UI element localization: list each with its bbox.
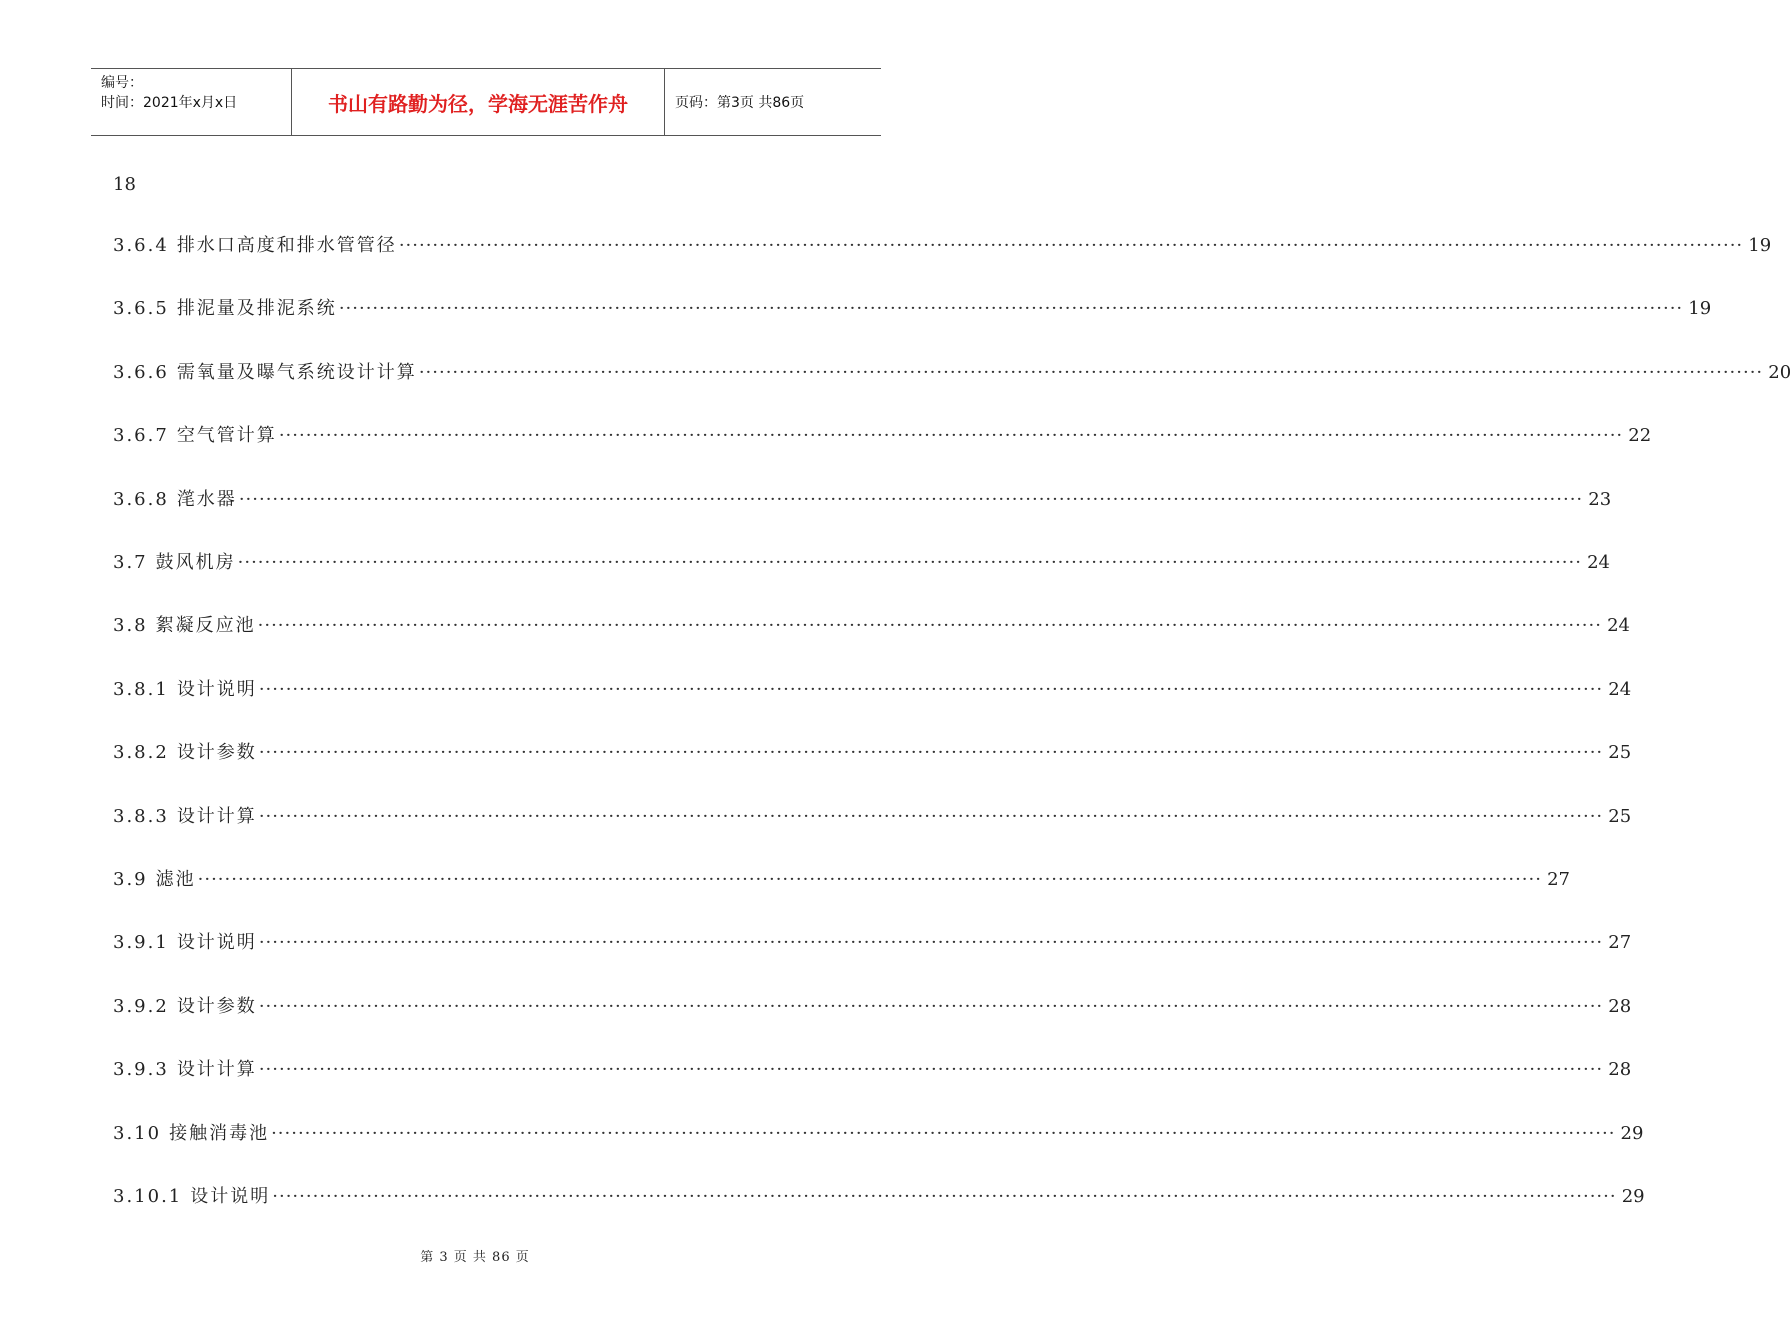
toc-entry[interactable] bbox=[113, 612, 1630, 640]
toc-entry-number: 3.6.7 bbox=[113, 425, 169, 447]
toc-entry[interactable] bbox=[113, 866, 1570, 894]
table-of-contents bbox=[113, 170, 1791, 1207]
toc-leader-dots: ········································································································································································································ bbox=[258, 1059, 1604, 1081]
toc-entry-title: 设计参数 bbox=[176, 742, 257, 764]
toc-entry-title: 设计说明 bbox=[176, 678, 257, 700]
toc-leader-dots: ········································································································································································································ bbox=[271, 1122, 1616, 1144]
toc-entry-number: 3.8 bbox=[113, 615, 148, 637]
toc-entry-title: 设计计算 bbox=[176, 1059, 257, 1081]
toc-entry-title: 设计参数 bbox=[176, 995, 257, 1017]
toc-entry-title: 空气管计算 bbox=[176, 425, 277, 447]
toc-entry[interactable] bbox=[113, 1120, 1644, 1148]
toc-entry-page: 24 bbox=[1587, 552, 1610, 573]
toc-leader-dots: ········································································································································································································ bbox=[258, 805, 1604, 827]
page-header bbox=[91, 68, 881, 136]
toc-continued-page-number: 18 bbox=[113, 174, 136, 195]
header-meta-cell bbox=[91, 69, 292, 135]
toc-entry-title: 设计计算 bbox=[176, 805, 257, 827]
toc-leader-dots: ········································································································································································································ bbox=[237, 552, 1582, 573]
toc-entry-page: 20 bbox=[1768, 361, 1791, 383]
toc-entry-title: 滤池 bbox=[155, 869, 196, 890]
toc-leader-dots: ········································································································································································································ bbox=[258, 995, 1604, 1017]
toc-leader-dots: ········································································································································································································ bbox=[197, 869, 1542, 890]
toc-entry-title: 排水口高度和排水管管径 bbox=[176, 235, 397, 256]
toc-entry-number: 3.10.1 bbox=[113, 1186, 183, 1207]
toc-entry-number: 3.9.3 bbox=[113, 1059, 169, 1081]
toc-entry-page: 23 bbox=[1588, 488, 1612, 510]
toc-entry-number: 3.6.8 bbox=[113, 488, 169, 510]
toc-entry-page: 27 bbox=[1547, 869, 1570, 890]
toc-entry-page: 19 bbox=[1748, 235, 1772, 256]
toc-entry[interactable] bbox=[113, 486, 1612, 514]
toc-leader-dots: ········································································································································································································ bbox=[257, 615, 1602, 637]
toc-entry[interactable] bbox=[113, 232, 1772, 260]
toc-entry[interactable] bbox=[113, 295, 1712, 323]
toc-entry-title: 滗水器 bbox=[176, 488, 237, 510]
toc-entry[interactable] bbox=[113, 1056, 1632, 1084]
header-motto: 书山有路勤为径，学海无涯苦作舟 bbox=[292, 69, 665, 135]
toc-entry-title: 接触消毒池 bbox=[169, 1122, 270, 1144]
toc-entry-page: 29 bbox=[1620, 1122, 1644, 1144]
toc-entry[interactable] bbox=[113, 1183, 1645, 1211]
toc-leader-dots: ········································································································································································································ bbox=[258, 932, 1604, 954]
toc-leader-dots: ········································································································································································································ bbox=[338, 298, 1684, 320]
toc-entry-number: 3.7 bbox=[113, 552, 148, 573]
toc-leader-dots: ········································································································································································································ bbox=[398, 235, 1744, 256]
toc-entry-page: 19 bbox=[1688, 298, 1712, 320]
toc-entry[interactable] bbox=[113, 803, 1632, 831]
toc-entry-title: 设计说明 bbox=[176, 932, 257, 954]
toc-entry-number: 3.9 bbox=[113, 869, 148, 890]
toc-entry[interactable] bbox=[113, 549, 1610, 577]
toc-entry-number: 3.10 bbox=[113, 1122, 162, 1144]
toc-entry-title: 排泥量及排泥系统 bbox=[176, 298, 337, 320]
toc-entry-number: 3.9.2 bbox=[113, 995, 169, 1017]
toc-entry-page: 25 bbox=[1608, 805, 1632, 827]
toc-entry[interactable] bbox=[113, 359, 1791, 387]
toc-entry[interactable] bbox=[113, 993, 1632, 1021]
toc-entry-title: 絮凝反应池 bbox=[155, 615, 256, 637]
toc-entry-page: 27 bbox=[1608, 932, 1632, 954]
toc-leader-dots: ········································································································································································································ bbox=[238, 488, 1584, 510]
toc-entry-title: 需氧量及曝气系统设计计算 bbox=[176, 361, 417, 383]
toc-entry[interactable] bbox=[113, 422, 1652, 450]
toc-leader-dots: ········································································································································································································ bbox=[258, 678, 1604, 700]
toc-entry-number: 3.6.6 bbox=[113, 361, 169, 383]
toc-entry-number: 3.8.3 bbox=[113, 805, 169, 827]
toc-leader-dots: ········································································································································································································ bbox=[258, 742, 1604, 764]
toc-entry-number: 3.6.4 bbox=[113, 235, 169, 256]
toc-entry-page: 28 bbox=[1608, 995, 1632, 1017]
toc-entry-title: 设计说明 bbox=[190, 1186, 271, 1207]
toc-leader-dots: ········································································································································································································ bbox=[278, 425, 1624, 447]
toc-entry-page: 24 bbox=[1607, 615, 1630, 637]
toc-leader-dots: ········································································································································································································ bbox=[418, 361, 1764, 383]
toc-entry-number: 3.8.1 bbox=[113, 678, 169, 700]
header-code-label: 编号： bbox=[101, 75, 143, 91]
toc-entry-page: 22 bbox=[1628, 425, 1652, 447]
toc-entry-page: 29 bbox=[1621, 1186, 1645, 1207]
header-page-label: 页码：第3页 共86页 bbox=[675, 95, 805, 111]
toc-entry-page: 25 bbox=[1608, 742, 1632, 764]
toc-entry[interactable] bbox=[113, 929, 1632, 957]
page-footer: 第 3 页 共 86 页 bbox=[420, 1250, 530, 1265]
toc-entry-number: 3.8.2 bbox=[113, 742, 169, 764]
toc-entry-number: 3.6.5 bbox=[113, 298, 169, 320]
toc-entry-page: 24 bbox=[1608, 678, 1632, 700]
toc-entry-page: 28 bbox=[1608, 1059, 1632, 1081]
toc-entry-number: 3.9.1 bbox=[113, 932, 169, 954]
toc-entry-title: 鼓风机房 bbox=[155, 552, 236, 573]
toc-leader-dots: ········································································································································································································ bbox=[272, 1186, 1617, 1207]
toc-entry[interactable] bbox=[113, 739, 1632, 767]
header-time-label: 时间：2021年x月x日 bbox=[101, 95, 238, 111]
toc-entry[interactable] bbox=[113, 676, 1632, 704]
